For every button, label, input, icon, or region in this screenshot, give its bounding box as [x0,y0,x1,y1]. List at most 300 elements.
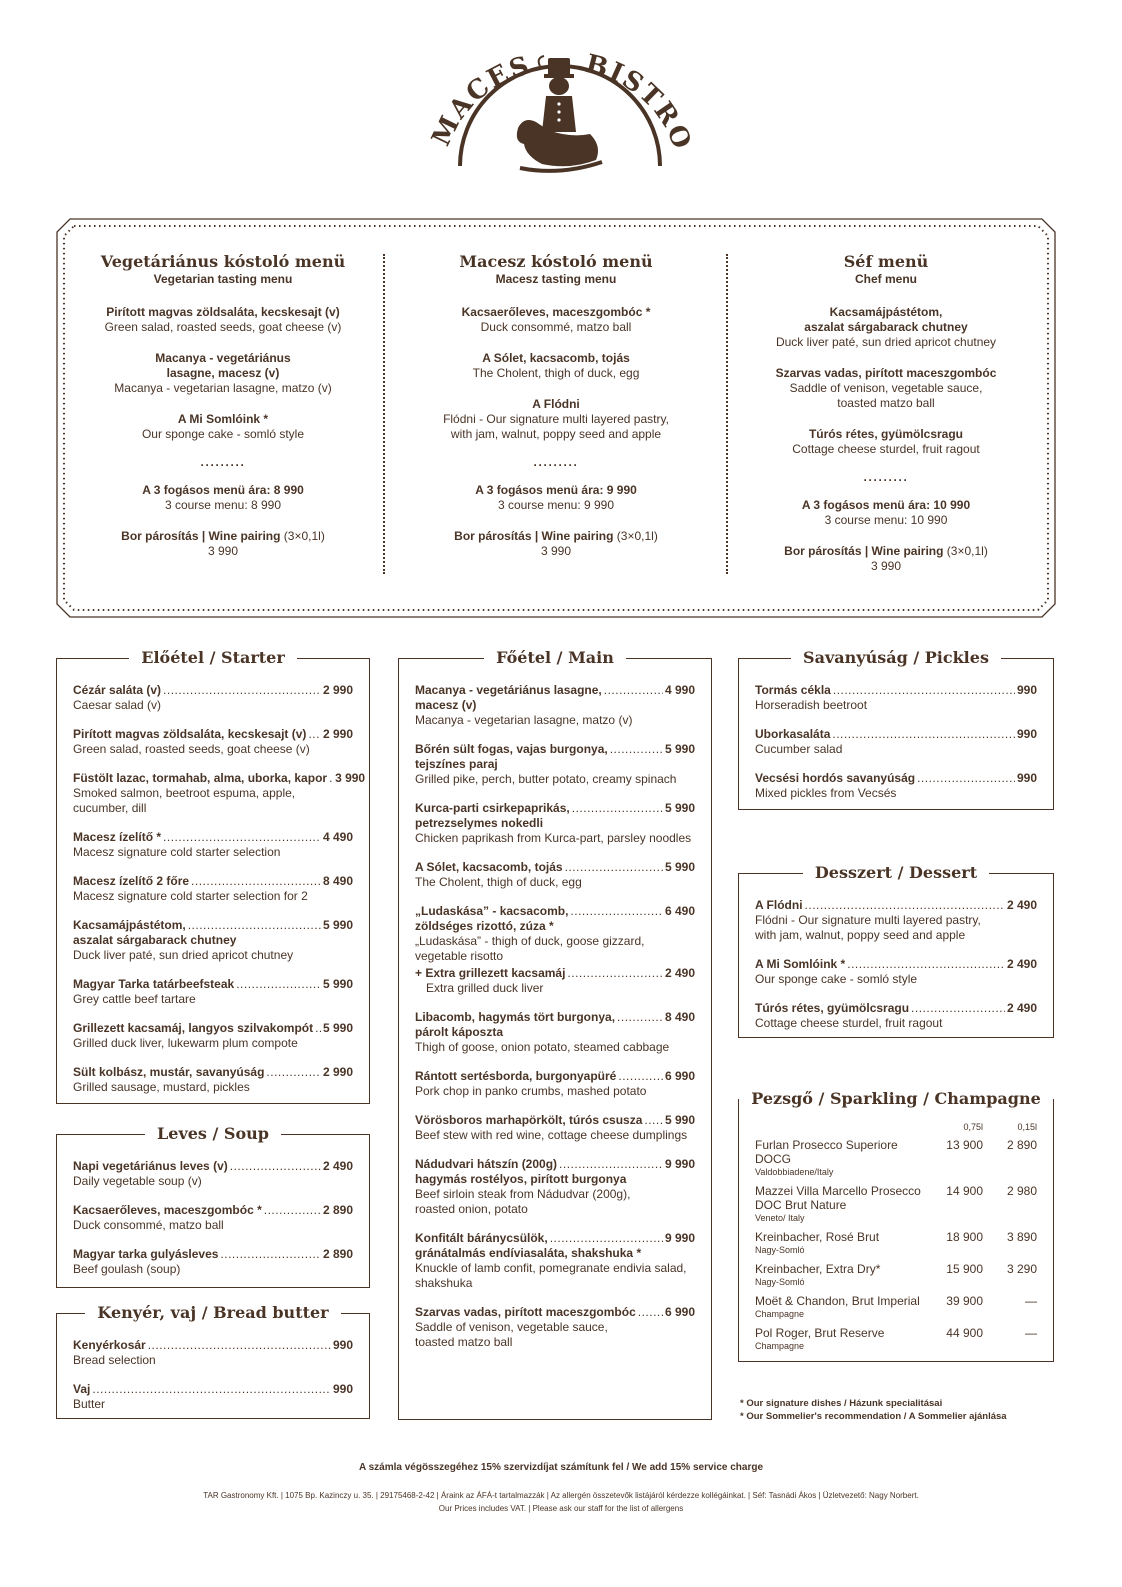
menu-item-price: 9 990 [664,1231,695,1245]
menu-item-price: 5 990 [322,977,353,991]
dot-leader [550,1231,663,1246]
section-title: Főétel / Main [484,648,626,667]
menu-price-en: 3 course menu: 9 990 [497,498,615,512]
menu-item-name: Rántott sertésborda, burgonyapüré [415,1069,617,1083]
menu-item [415,1157,695,1217]
menu-item-price: 2 990 [322,727,353,741]
menu-item-name: Szarvas vadas, pirított maceszgombóc [415,1305,636,1319]
menu-item-row [73,1021,353,1036]
menu-item-description: Macesz signature cold starter selection [73,845,281,859]
menu-item [73,1338,353,1368]
tasting-dish [73,351,373,396]
menu-item-price: 990 [1016,683,1037,697]
dot-leader [264,1203,321,1218]
dot-divider: ········· [200,458,246,472]
menu-item-description: Bread selection [73,1353,156,1367]
menu-item [73,727,353,757]
menu-item [755,771,1037,801]
menu-item-description: Chicken paprikash from Kurca-part, parsley noodles [415,831,692,845]
sparkling-row [755,1184,1037,1224]
wine-origin: Nagy-Somló [755,1277,805,1287]
wine-origin: Champagne [755,1309,805,1319]
section-title: Pezsgő / Sparkling / Champagne [739,1089,1053,1108]
menu-item-price: 990 [1016,771,1037,785]
dish-name-en: Cottage cheese sturdel, fruit ragout [792,442,980,456]
dot-leader [230,1159,321,1174]
dish-name-hu: A Sólet, kacsacomb, tojás [482,351,630,365]
menu-item-description: Macanya - vegetarian lasagne, matzo (v) [415,713,633,727]
menu-item-name: Magyar tarka gulyásleves [73,1247,219,1261]
menu-item [73,1159,353,1189]
menu-item [415,742,695,787]
menu-item-name: Sült kolbász, mustár, savanyúság [73,1065,265,1079]
wine-pairing-label: Bor párosítás | Wine pairing [121,529,281,543]
dot-leader [644,1113,663,1128]
menu-item-description: Mixed pickles from Vecsés [755,786,897,800]
dot-leader [833,683,1015,698]
price-glass: 2 980 [1006,1184,1037,1198]
wine-pairing [73,529,373,544]
dot-leader [805,898,1005,913]
main-section [398,648,712,1420]
section-title: Leves / Soup [145,1124,281,1143]
menu-item-description: Pork chop in panko crumbs, mashed potato [415,1084,647,1098]
tasting-subtitle: Macesz tasting menu [495,272,617,286]
menu-item-price: 2 990 [322,1065,353,1079]
menu-item [755,1001,1037,1031]
menu-item-description: Our sponge cake - somló style [755,972,918,986]
menu-item [415,683,695,728]
tasting-subtitle: Chef menu [854,272,917,286]
extra-price: 2 490 [664,966,695,980]
menu-item-name: Magyar Tarka tatárbeefsteak [73,977,235,991]
logo-word-left: MACES [426,52,535,151]
wine-entry [755,1294,929,1320]
menu-item-description: Duck consommé, matzo ball [73,1218,224,1232]
column-divider [383,254,385,574]
menu-item-name: Túrós rétes, gyümölcsragu [755,1001,910,1015]
menu-item-name: Vecsési hordós savanyúság [755,771,916,785]
menu-item-price: 3 990 [335,771,366,785]
wine-entry [755,1138,929,1178]
menu-item-name-cont: hagymás rostélyos, pirított burgonya [415,1172,627,1186]
price-bottle: 13 900 [946,1138,983,1152]
menu-item-row [415,904,695,919]
price-glass: — [1025,1294,1037,1308]
menu-item-name: A Sólet, kacsacomb, tojás [415,860,563,874]
macesz-bistro-logo [420,52,700,182]
menu-item-name: Macesz ízelítő * [73,830,162,844]
dot-leader [565,860,663,875]
menu-item-price: 6 490 [664,904,695,918]
tasting-column-vegetarian [73,252,373,559]
menu-item-description: Cottage cheese sturdel, fruit ragout [755,1016,943,1030]
dot-leader [92,1382,331,1397]
dot-leader [911,1001,1005,1016]
sparkling-section [738,1089,1054,1362]
menu-item-name-cont: gránátalmás endíviasaláta, shakshuka * [415,1246,642,1260]
wine-name: Furlan Prosecco Superiore DOCG [755,1138,898,1166]
tasting-dish [406,351,706,381]
wine-entry [755,1230,929,1256]
sparkling-row [755,1294,1037,1320]
menu-item-description: Flódni - Our signature multi layered pastry, with jam, walnut, poppy seed and apple [755,913,981,942]
menu-item-row [755,898,1037,913]
menu-item-price: 5 990 [664,1113,695,1127]
wine-pairing-price: 3 990 [870,559,902,573]
menu-item-price: 2 890 [322,1203,353,1217]
menu-price-hu: A 3 fogásos menü ára: 8 990 [142,483,304,497]
dot-leader [266,1065,321,1080]
dot-leader [567,966,663,981]
wine-origin: Valdobbiadene/Italy [755,1167,834,1177]
wine-pairing-label: Bor párosítás | Wine pairing [784,544,944,558]
price-glass: 3 290 [1006,1262,1037,1276]
footnote-sommelier: * Our Sommelier's recommendation / A Sommelier ajánlása [740,1411,1007,1422]
menu-item-row [415,801,695,816]
menu-item-row [415,966,695,981]
sparkling-size-header [755,1122,1037,1132]
dot-leader [308,727,321,742]
menu-item-name: Vaj [73,1382,91,1396]
dish-name-en: Duck liver paté, sun dried apricot chutney [775,335,997,349]
dot-divider: ········· [863,473,909,487]
dot-leader [847,957,1005,972]
menu-item [755,957,1037,987]
sparkling-row [755,1326,1037,1352]
menu-item-description: „Ludaskása” - thigh of duck, goose gizzard, vegetable risotto [415,934,645,963]
menu-item-row [73,977,353,992]
wine-pairing [406,529,706,544]
dot-leader [618,1069,663,1084]
menu-item [73,918,353,963]
vat-note: Our Prices includes VAT. | Please ask our staff for the list of allergens [438,1504,684,1513]
wine-pairing-qty: (3×0,1l) [283,529,325,543]
menu-item [73,1247,353,1277]
company-info: TAR Gastronomy Kft. | 1075 Bp. Kazinczy u. 35. | 29175468-2-42 | Áraink az ÁFÁ-t tartalmazzák | Az allergén összetevők listájáról kérdezze kollégáinkat. | Séf: Tasnádi Ákos | Üzletvezető: Nagy Norbert. [203,1491,919,1500]
tasting-dish [73,305,373,335]
menu-item-description: Butter [73,1397,106,1411]
wine-pairing-qty: (3×0,1l) [946,544,988,558]
menu-item-row [73,1247,353,1262]
menu-item-name: Libacomb, hagymás tört burgonya, [415,1010,616,1024]
menu-item [73,1203,353,1233]
wine-origin: Nagy-Somló [755,1245,805,1255]
tasting-dish [736,427,1036,457]
menu-item-name-cont: zöldséges rizottó, zúza * [415,919,554,933]
menu-item-description: Grilled duck liver, lukewarm plum compote [73,1036,298,1050]
dot-leader [572,801,663,816]
dot-leader [220,1247,321,1262]
menu-item-row [73,1203,353,1218]
tasting-column-macesz [406,252,706,559]
wine-origin: Champagne [755,1341,805,1351]
menu-item-description: Thigh of goose, onion potato, steamed cabbage [415,1040,670,1054]
menu-item-price: 4 990 [664,683,695,697]
dish-name-en: Macanya - vegetarian lasagne, matzo (v) [114,381,332,395]
menu-item-row [415,742,695,757]
dot-leader [188,918,321,933]
dot-leader [236,977,321,992]
tasting-dish [406,397,706,442]
menu-item-row [755,957,1037,972]
wine-pairing [736,544,1036,559]
tasting-menus-panel [56,218,1056,618]
column-divider [726,254,728,574]
wine-entry [755,1326,929,1352]
menu-item-price: 2 990 [322,683,353,697]
dot-leader [315,1021,321,1036]
menu-item-row [73,830,353,845]
wine-name: Kreinbacher, Extra Dry* [755,1262,881,1276]
menu-item [415,1069,695,1099]
menu-item-description: Macesz signature cold starter selection for 2 [73,889,308,903]
menu-price-en: 3 course menu: 10 990 [824,513,948,527]
tasting-column-chef [736,252,1036,574]
dish-name-en: Duck consommé, matzo ball [480,320,632,334]
tasting-dish [406,305,706,335]
menu-item [73,1382,353,1412]
menu-item-name: A Mi Somlóink * [755,957,846,971]
menu-item-price: 2 490 [1006,957,1037,971]
dish-name-en: Our sponge cake - somló style [141,427,305,441]
menu-item-description: Daily vegetable soup (v) [73,1174,202,1188]
wine-entry [755,1184,929,1224]
dot-leader [570,904,663,919]
tasting-dish [73,412,373,442]
menu-item-name: Napi vegetáriánus leves (v) [73,1159,228,1173]
menu-item-price: 9 990 [664,1157,695,1171]
menu-item-name: Macanya - vegetáriánus lasagne, [415,683,602,697]
menu-item [73,771,366,816]
menu-item [73,1065,353,1095]
price-bottle: 39 900 [946,1294,983,1308]
menu-item-name: Nádudvari hátszín (200g) [415,1157,558,1171]
menu-item [755,898,1037,943]
soup-section [56,1124,370,1288]
starter-section [56,648,370,1104]
dish-name-hu: Kacsaerőleves, maceszgombóc * [461,305,651,319]
menu-item-description: Caesar salad (v) [73,698,162,712]
extra-name: + Extra grillezett kacsamáj [415,966,566,980]
price-bottle: 14 900 [946,1184,983,1198]
tasting-subtitle: Vegetarian tasting menu [153,272,293,286]
menu-item-price: 5 990 [322,1021,353,1035]
menu-item-name: Füstölt lazac, tormahab, alma, uborka, kapor [73,771,328,785]
dot-leader [610,742,663,757]
menu-item-price: 5 990 [322,918,353,932]
dot-leader [329,771,333,786]
service-charge-note: A számla végösszegéhez 15% szervizdíjat számítunk fel / We add 15% service charge [358,1462,764,1473]
menu-item-row [73,918,353,933]
footnote-signature: * Our signature dishes / Házunk specialitásai [740,1398,943,1409]
wine-pairing-label: Bor párosítás | Wine pairing [454,529,614,543]
dot-leader [148,1338,331,1353]
menu-item-row [415,1231,695,1246]
menu-item-description: Saddle of venison, vegetable sauce, toasted matzo ball [415,1320,608,1349]
menu-item-description: Horseradish beetroot [755,698,868,712]
menu-item-row [415,1010,695,1025]
price-bottle: 15 900 [946,1262,983,1276]
menu-item-name: Uborkasaláta [755,727,831,741]
sparkling-row [755,1138,1037,1178]
wine-origin: Veneto/ Italy [755,1213,805,1223]
menu-item-description: Knuckle of lamb confit, pomegranate endivia salad, shakshuka [415,1261,687,1290]
dot-leader [832,727,1015,742]
menu-item-description: Duck liver paté, sun dried apricot chutney [73,948,294,962]
svg-text:BISTRO [582,52,697,155]
dot-leader [163,683,321,698]
price-bottle: 18 900 [946,1230,983,1244]
section-title: Desszert / Dessert [803,863,989,882]
logo-word-right: BISTRO [582,52,698,155]
menu-price-hu: A 3 fogásos menü ára: 10 990 [801,498,971,512]
section-title: Kenyér, vaj / Bread butter [85,1303,340,1322]
menu-item-price: 4 490 [322,830,353,844]
dish-name-hu: Kacsamájpástétom, aszalat sárgabarack chutney [804,305,968,334]
menu-item [73,1021,353,1051]
menu-item-price: 990 [332,1338,353,1352]
menu-item-row [415,683,695,698]
menu-item [73,874,353,904]
menu-item-price: 6 990 [664,1305,695,1319]
menu-item-name: Pirított magvas zöldsaláta, kecskesajt (v) [73,727,307,741]
menu-item [415,904,695,996]
menu-item-price: 5 990 [664,742,695,756]
tasting-dish [736,305,1036,350]
menu-item-row [73,1338,353,1353]
menu-item-row [73,1065,353,1080]
tasting-title: Macesz kóstoló menü [459,252,653,271]
dot-leader [917,771,1015,786]
tasting-dish [736,366,1036,411]
menu-item [415,1231,695,1291]
menu-item-price: 8 490 [664,1010,695,1024]
price-glass: 2 890 [1006,1138,1037,1152]
menu-item-name-cont: macesz (v) [415,698,477,712]
menu-item-row [73,683,353,698]
menu-item-name: Kacsaerőleves, maceszgombóc * [73,1203,262,1217]
menu-item-name: A Flódni [755,898,803,912]
menu-price-en: 3 course menu: 8 990 [164,498,282,512]
menu-item-description: Smoked salmon, beetroot espuma, apple, cucumber, dill [73,786,296,815]
menu-item-description: Green salad, roasted seeds, goat cheese (v) [73,742,310,756]
menu-item-price: 5 990 [664,801,695,815]
menu-item [415,1305,695,1350]
menu-item-price: 990 [332,1382,353,1396]
menu-item [415,1010,695,1055]
dessert-section [738,863,1054,1038]
menu-item-description: Grey cattle beef tartare [73,992,196,1006]
menu-item-price: 2 890 [322,1247,353,1261]
menu-item-name: Vörösboros marhapörkölt, túrós csusza [415,1113,643,1127]
bread-section [56,1303,370,1419]
menu-item-description: Grilled sausage, mustard, pickles [73,1080,250,1094]
menu-item-price: 8 490 [322,874,353,888]
menu-item-price: 2 490 [1006,898,1037,912]
dish-name-hu: Pirított magvas zöldsaláta, kecskesajt (v) [106,305,340,319]
wine-pairing-price: 3 990 [540,544,572,558]
menu-item-row [415,1305,695,1320]
dish-name-hu: A Mi Somlóink * [177,412,269,426]
wine-name: Pol Roger, Brut Reserve [755,1326,885,1340]
menu-item [73,683,353,713]
menu-item-name-cont: petrezselymes nokedli [415,816,544,830]
menu-item-description: Beef goulash (soup) [73,1262,181,1276]
dish-name-hu: A Flódni [532,397,580,411]
menu-item-price: 5 990 [664,860,695,874]
dot-leader [604,683,663,698]
section-title: Előétel / Starter [129,648,297,667]
dot-leader [191,874,321,889]
dish-name-en: The Cholent, thigh of duck, egg [472,366,640,380]
menu-item-name-cont: tejszínes paraj [415,757,498,771]
menu-item [73,830,353,860]
menu-item-row [73,1159,353,1174]
menu-item-extra [415,966,695,996]
menu-item-name-cont: párolt káposzta [415,1025,504,1039]
menu-item [415,801,695,846]
section-title: Savanyúság / Pickles [791,648,1001,667]
sparkling-row [755,1262,1037,1288]
menu-item-row [73,771,366,786]
dish-name-en: Flódni - Our signature multi layered pastry, with jam, walnut, poppy seed and apple [443,412,669,441]
menu-item-row [73,1382,353,1397]
sparkling-row [755,1230,1037,1256]
menu-item-row [415,1157,695,1172]
logo-emblem [420,52,700,182]
wine-pairing-qty: (3×0,1l) [616,529,658,543]
wine-name: Kreinbacher, Rosé Brut [755,1230,880,1244]
menu-item [415,860,695,890]
menu-item-name: Kenyérkosár [73,1338,146,1352]
dish-name-hu: Macanya - vegetáriánus lasagne, macesz (v) [155,351,291,380]
menu-item-price: 2 490 [1006,1001,1037,1015]
dish-name-hu: Szarvas vadas, pirított maceszgombóc [775,366,997,380]
menu-item-price: 990 [1016,727,1037,741]
menu-item [73,977,353,1007]
menu-item-price: 2 490 [322,1159,353,1173]
footnotes [740,1397,1007,1423]
pickles-section [738,648,1054,810]
menu-item-row [755,727,1037,742]
menu-item-name: „Ludaskása” - kacsacomb, [415,904,569,918]
tasting-title: Séf menü [843,252,929,271]
menu-item-row [755,683,1037,698]
dot-leader [617,1010,663,1025]
wine-entry [755,1262,929,1288]
dot-leader [559,1157,663,1172]
dot-divider: ········· [533,458,579,472]
menu-item-price: 6 990 [664,1069,695,1083]
menu-item-name: Grillezett kacsamáj, langyos szilvakompót [73,1021,314,1035]
price-glass: 3 890 [1006,1230,1037,1244]
menu-item-name: Kurca-parti csirkepaprikás, [415,801,570,815]
size-col-glass: 0,15l [1017,1122,1037,1132]
menu-item-row [415,1113,695,1128]
menu-item-row [73,874,353,889]
menu-item-name: Bőrén sült fogas, vajas burgonya, [415,742,608,756]
menu-item-name: Cézár saláta (v) [73,683,162,697]
tasting-title: Vegetáriánus kóstoló menü [100,252,346,271]
menu-item-row [73,727,353,742]
price-glass: — [1025,1326,1037,1340]
menu-item-name: Macesz ízelítő 2 főre [73,874,190,888]
menu-item-name: Tormás cékla [755,683,831,697]
wine-pairing-price: 3 990 [207,544,239,558]
menu-item-name: Kacsamájpástétom, [73,918,186,932]
size-col-bottle: 0,75l [963,1122,983,1132]
